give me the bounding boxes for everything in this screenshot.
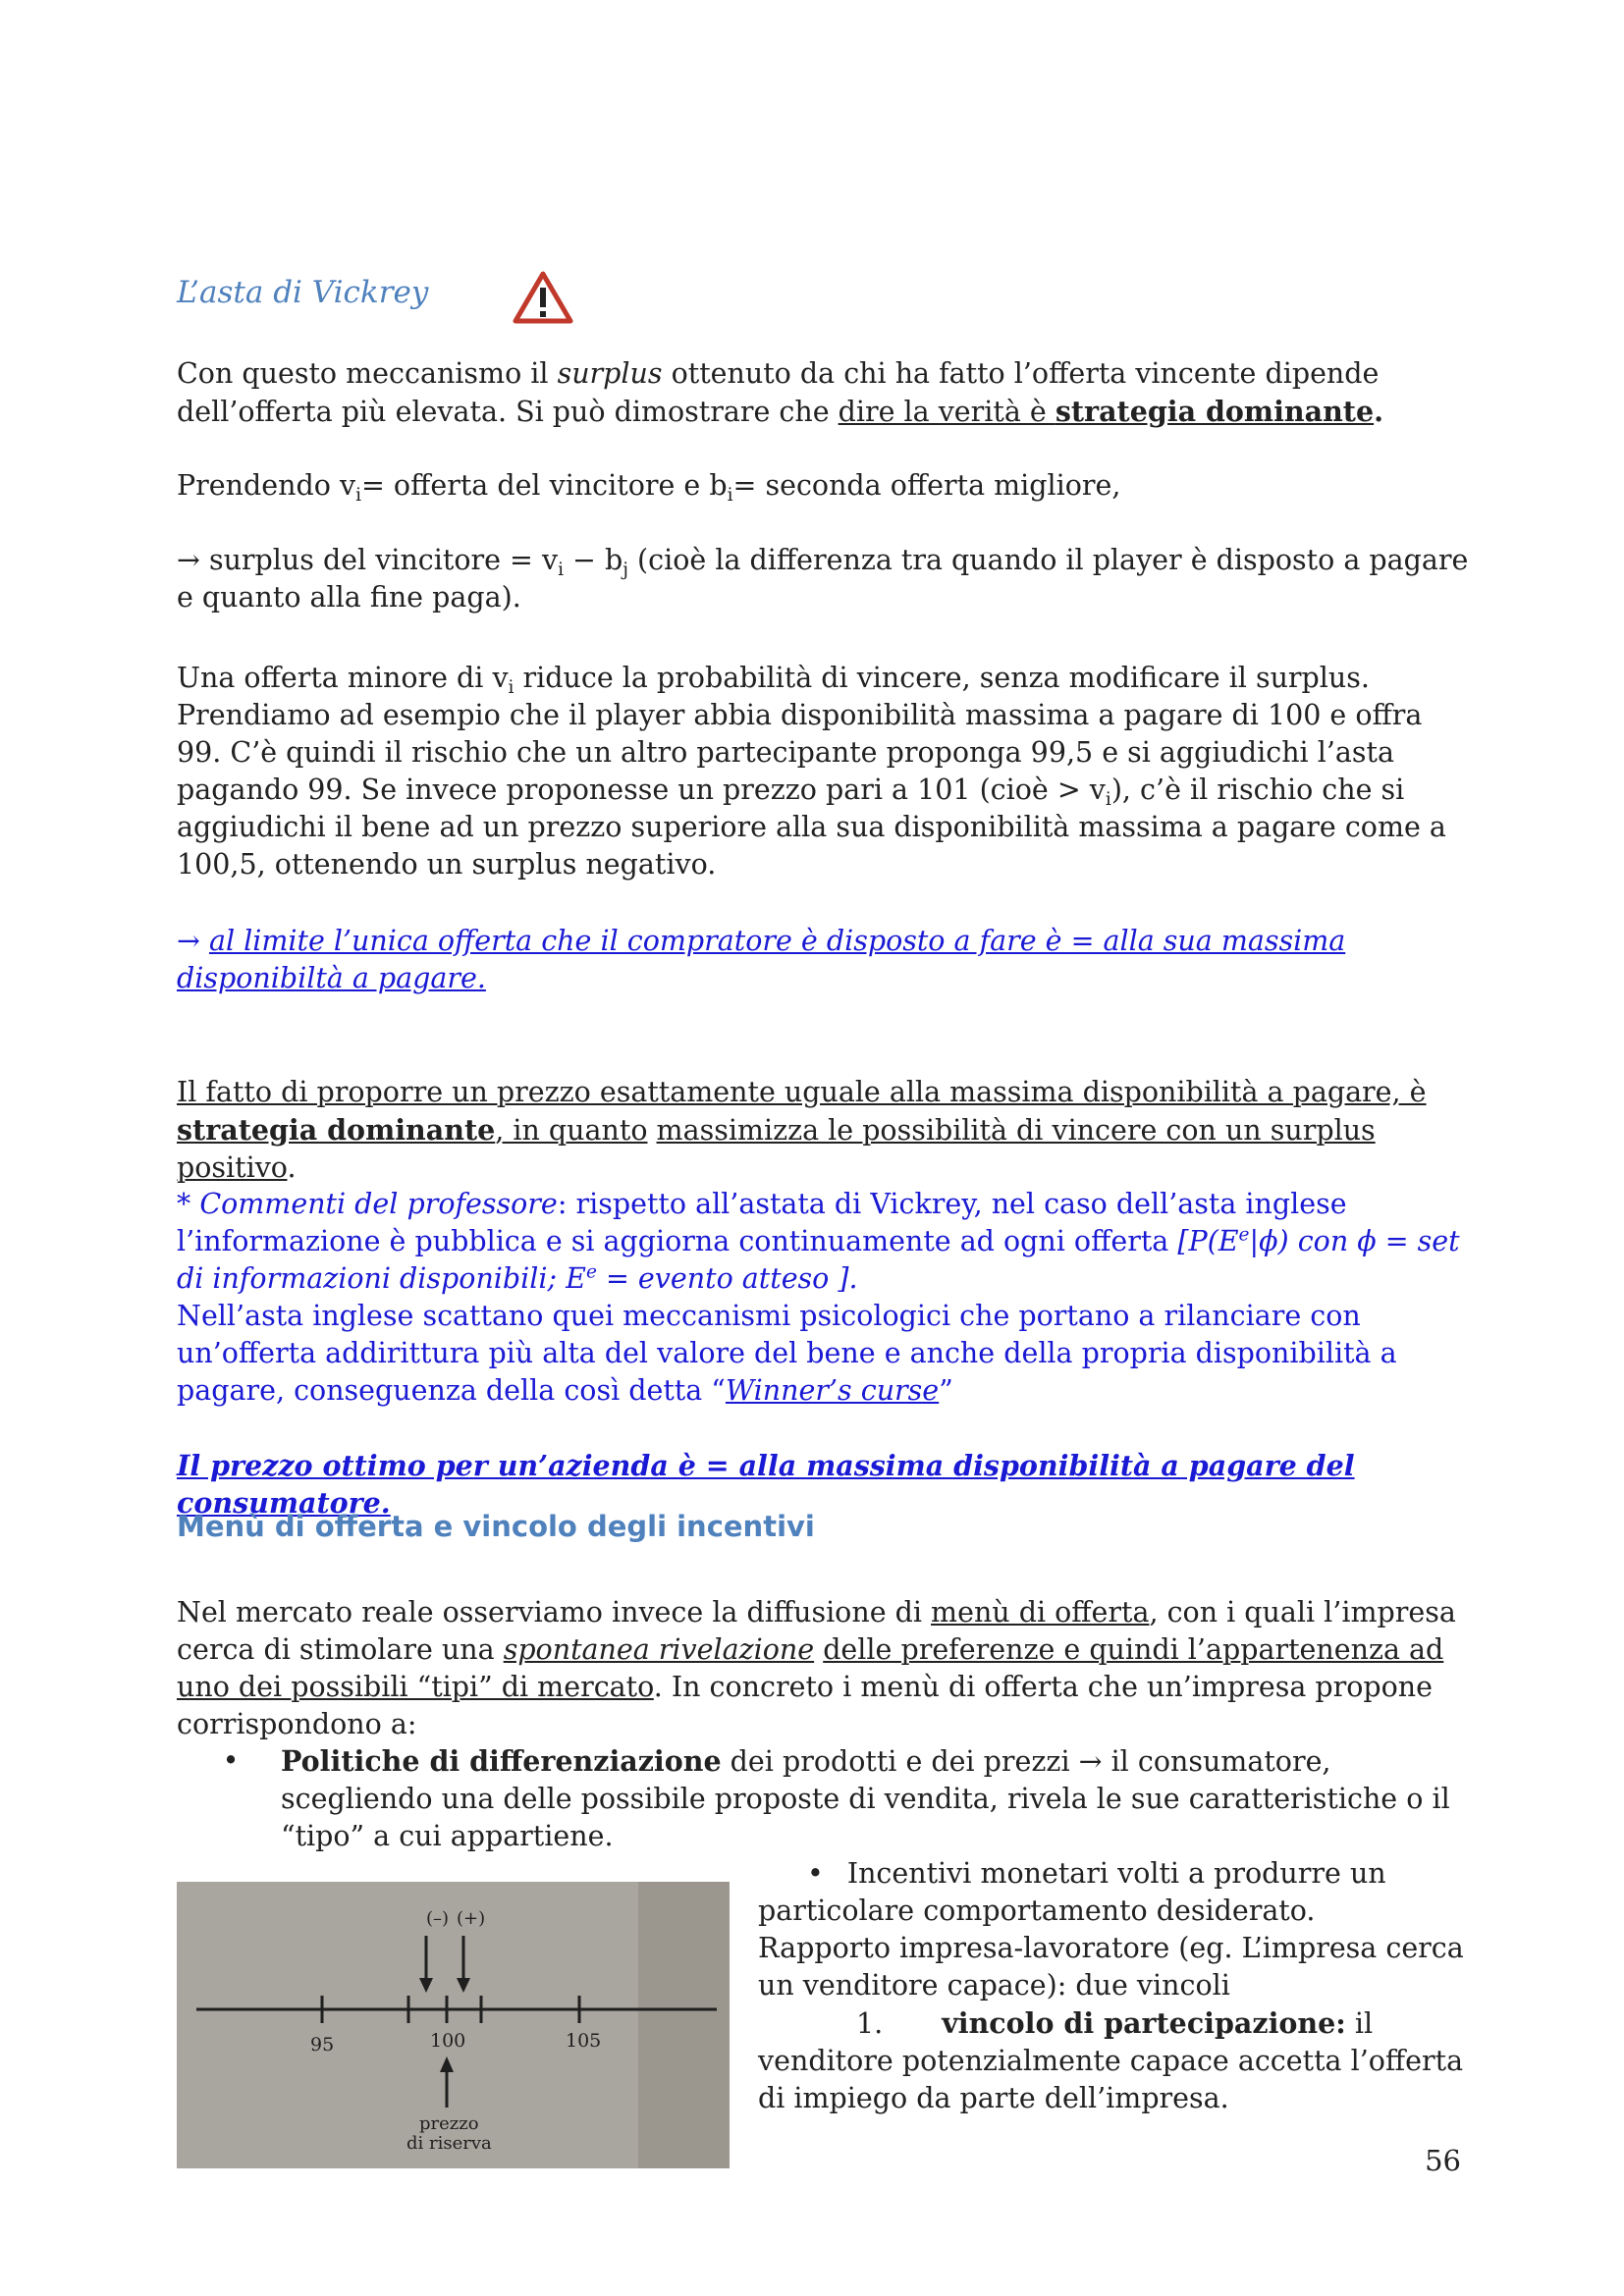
bullet-list	[177, 1742, 1473, 1855]
tick-label: 100	[430, 2030, 466, 2052]
paragraph-intro: Con questo meccanismo il surplus ottenuto da chi ha fatto l’offerta vincente dipende dell’offerta più elevata. Si può dimostrare che dire la verità è strategia dominante.	[177, 357, 1384, 428]
paragraph-optimal-price: Il prezzo ottimo per un’azienda è = alla massima disponibilità a pagare del consumatore.	[177, 1449, 1355, 1520]
paragraph-professor-comments: * Commenti del professore: rispetto all’astata di Vickrey, nel caso dell’asta inglese l’informazione è pubblica e si aggiorna continuamente ad ogni offerta [$P(E^e|\phi)$ con ϕ = set di informazioni disponibili; $E^e$ = evento atteso ]. Nell’asta inglese scattano quei meccanismi psicologici che portano a rilanciare con un’offerta addirittura più alta del valore del bene e anche della propria disponibilità a pagare, conseguenza della così detta “Winner’s curse”	[177, 1188, 1460, 1407]
bullet-marker: •	[222, 1744, 240, 1777]
numbered-item: 1. vincolo di partecipazione: il venditore potenzialmente capace accetta l’offerta di impiego da parte dell’impresa.	[758, 2006, 1464, 2114]
list-item: • Politiche di differenziazione dei prodotti e dei prezzi → il consumatore, scegliendo una delle possibile proposte di vendita, rivela le sue caratteristiche o il “tipo” a cui appartiene.	[177, 1742, 1473, 1855]
right-column-text	[758, 1855, 1485, 2117]
paragraph-offer-menu: Nel mercato reale osserviamo invece la diffusione di menù di offerta, con i quali l’impresa cerca di stimolare una spontanea rivelazione delle preferenze e quindi l’appartenenza ad uno dei possibili “tipi” di mercato. In concreto i menù di offerta che un’impresa propone corrispondono a:	[177, 1596, 1456, 1740]
page-number: 56	[1425, 2144, 1461, 2177]
paragraph-dominant-strategy: Il fatto di proporre un prezzo esattamente uguale alla massima disponibilità a pagare, è strategia dominante, in quanto massimizza le possibilità di vincere con un surplus positivo.	[177, 1076, 1427, 1184]
figure-caption: prezzo	[419, 2113, 479, 2134]
paragraph-surplus: → surplus del vincitore = $v_i - b_j$ (cioè la differenza tra quando il player è disposto a pagare e quanto alla fine paga).	[177, 544, 1469, 614]
paragraph-conclusion: → al limite l’unica offerta che il compratore è disposto a fare è = alla sua massima disponibiltà a pagare.	[177, 925, 1346, 994]
reserve-price-figure	[177, 1882, 730, 2168]
list-item: Rapporto impresa-lavoratore (eg. L’impresa cerca un venditore capace): due vincoli	[758, 1932, 1464, 2002]
tick-label: 105	[566, 2030, 602, 2052]
section-heading: Menù di offerta e vincolo degli incentivi	[177, 1510, 815, 1543]
paragraph-definitions: Prendendo $v_i=$ offerta del vincitore e $b_i=$ seconda offerta migliore,	[177, 469, 1121, 506]
paragraph-example: Una offerta minore di $v_i$ riduce la probabilità di vincere, senza modificare il surplus. Prendiamo ad esempio che il player abbia disponibilità massima a pagare di 100 e offra 99. C’è quindi il rischio che un altro partecipante proponga 99,5 e si aggiudichi l’asta pagando 99. Se invece proponesse un prezzo pari a 101 (cioè > $v_i$), c’è il rischio che si aggiudichi il bene ad un prezzo superiore alla sua disponibilità massima a pagare come a 100,5, ottenendo un surplus negativo.	[177, 662, 1446, 881]
list-item: • Incentivi monetari volti a produrre un particolare comportamento desiderato.	[758, 1857, 1386, 1927]
figure-label-plus: (+)	[457, 1908, 486, 1929]
warning-triangle-icon	[513, 271, 573, 324]
tick-label: 95	[310, 2034, 335, 2056]
figure-caption: di riserva	[406, 2133, 492, 2154]
figure-label-minus: (–)	[426, 1908, 450, 1929]
section-title: L’asta di Vickrey	[177, 275, 429, 310]
